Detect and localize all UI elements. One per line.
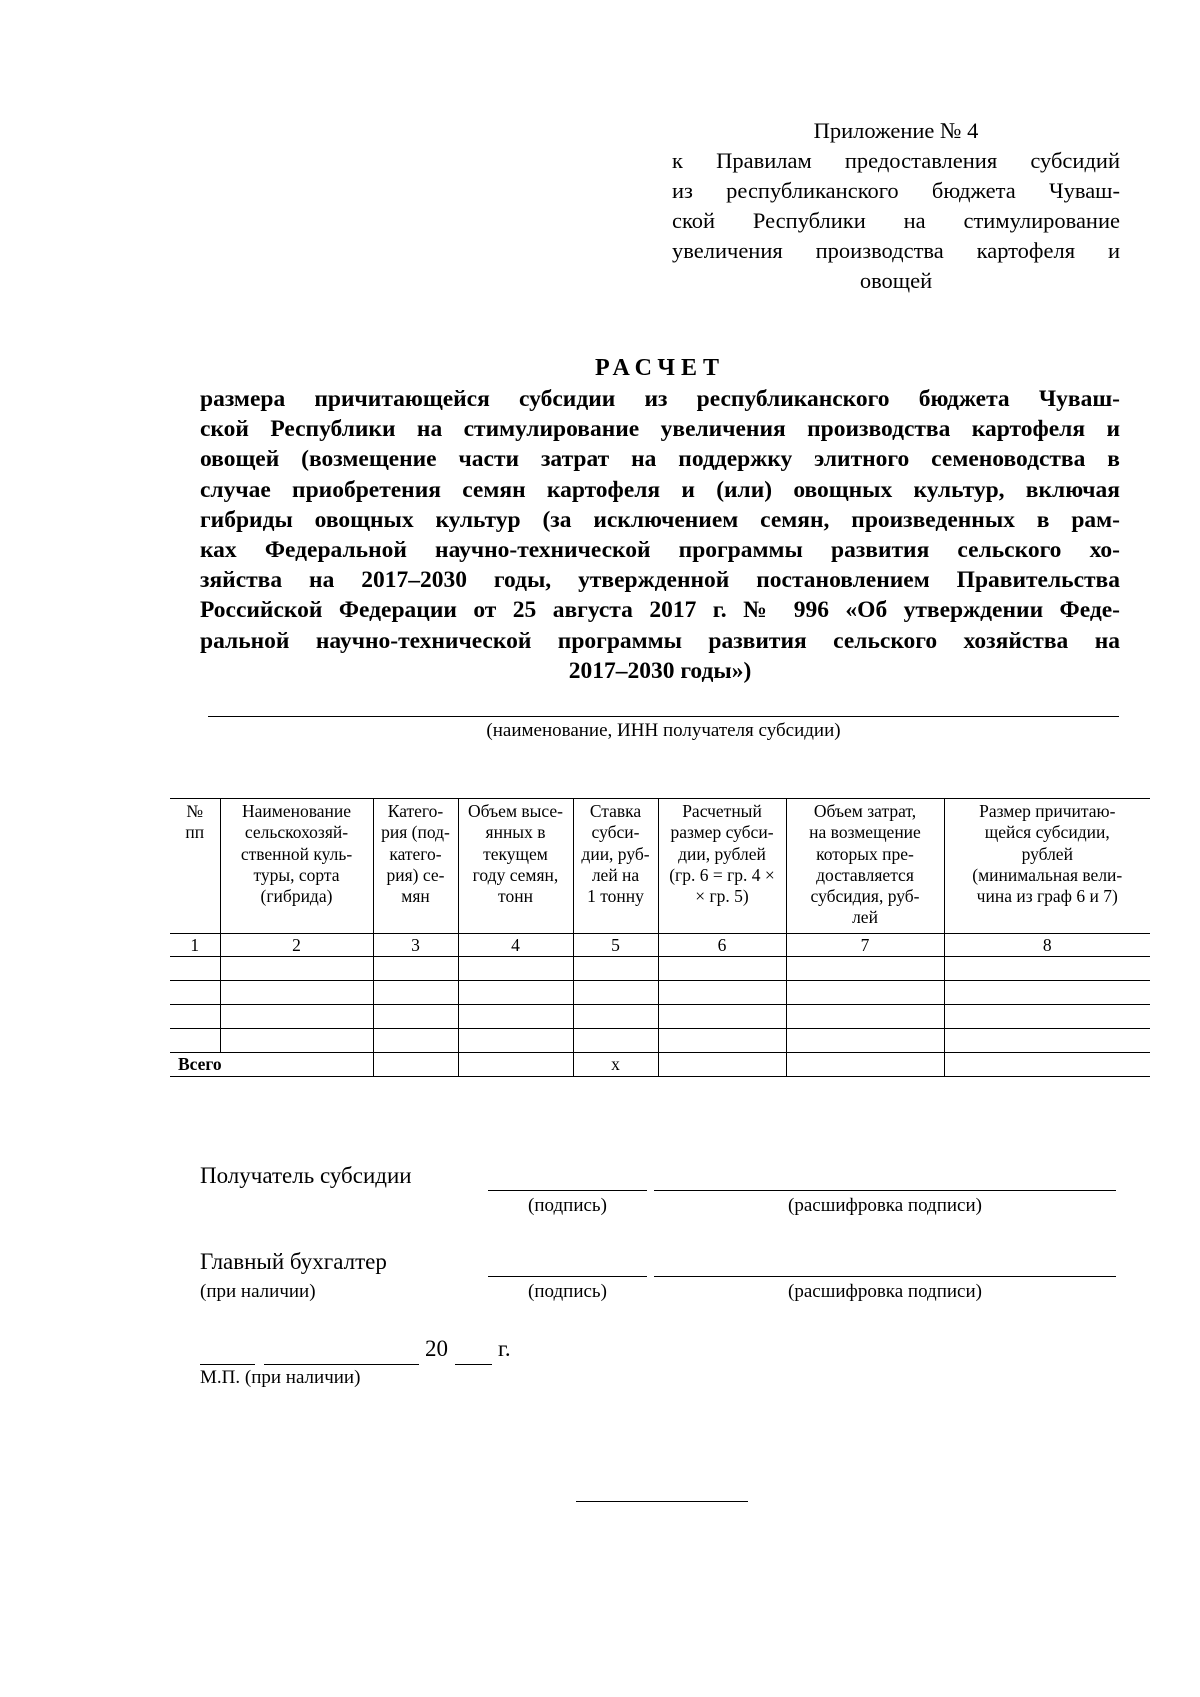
accountant-signature-caption: (подпись) [528, 1281, 607, 1302]
table-cell[interactable] [786, 981, 944, 1005]
recipient-signature-line[interactable] [488, 1190, 647, 1191]
table-cell[interactable] [573, 1005, 658, 1029]
recipient-signature-caption: (подпись) [528, 1195, 607, 1216]
column-number: 3 [373, 934, 458, 957]
total-cell[interactable] [944, 1053, 1150, 1077]
date-year-line[interactable] [455, 1364, 492, 1365]
subtitle-line: зяйства на 2017–2030 годы, утвержденной постановлением Правительства [200, 567, 1120, 594]
header-cell: Расчетный размер субси- дии, рублей (гр. 6 = гр. 4 × × гр. 5) [658, 799, 786, 934]
header-cell: Объем затрат, на возмещение которых пре- доставляется субсидия, руб- лей [786, 799, 944, 934]
recipient-decoding-line[interactable] [654, 1190, 1116, 1191]
table-cell[interactable] [658, 981, 786, 1005]
table-cell[interactable] [220, 1029, 373, 1053]
appendix-line: ской Республики на стимулирование [672, 208, 1120, 233]
accountant-decoding-line[interactable] [654, 1276, 1116, 1277]
header-cell: Размер причитаю- щейся субсидии, рублей (минимальная вели- чина из граф 6 и 7) [944, 799, 1150, 934]
column-number: 5 [573, 934, 658, 957]
subtitle-line: ской Республики на стимулирование увеличения производства картофеля и [200, 416, 1120, 443]
total-label: Всего [170, 1053, 373, 1077]
table-cell[interactable] [170, 981, 220, 1005]
table-row [170, 1005, 1150, 1029]
header-cell: Катего- рия (под- катего- рия) се- мян [373, 799, 458, 934]
total-cell-x: х [573, 1053, 658, 1077]
column-number: 4 [458, 934, 573, 957]
accountant-signature-label: Главный бухгалтер [200, 1249, 387, 1274]
table-cell[interactable] [786, 1029, 944, 1053]
calculation-table [170, 798, 1150, 1077]
table-cell[interactable] [458, 1029, 573, 1053]
stamp-label: М.П. (при наличии) [200, 1367, 361, 1388]
column-number: 2 [220, 934, 373, 957]
date-day-line[interactable] [200, 1364, 255, 1365]
table-cell[interactable] [573, 1029, 658, 1053]
recipient-caption: (наименование, ИНН получателя субсидии) [486, 720, 841, 741]
recipient-name-line[interactable] [208, 716, 1119, 717]
subtitle-line: ральной научно-технической программы развития сельского хозяйства на [200, 627, 1120, 654]
total-cell[interactable] [373, 1053, 458, 1077]
table-cell[interactable] [220, 981, 373, 1005]
table-cell[interactable] [658, 1005, 786, 1029]
table-row [170, 981, 1150, 1005]
total-cell[interactable] [658, 1053, 786, 1077]
table-cell[interactable] [373, 957, 458, 981]
total-cell[interactable] [458, 1053, 573, 1077]
table-cell[interactable] [944, 981, 1150, 1005]
subtitle-line: гибриды овощных культур (за исключением семян, произведенных в рам- [200, 506, 1120, 533]
table-cell[interactable] [786, 957, 944, 981]
table-cell[interactable] [373, 1029, 458, 1053]
subtitle-line: случае приобретения семян картофеля и (или) овощных культур, включая [200, 476, 1120, 503]
table-row [170, 957, 1150, 981]
table-cell[interactable] [944, 1029, 1150, 1053]
document-title: РАСЧЕТ [594, 355, 726, 381]
date-year-suffix: г. [498, 1336, 511, 1361]
table-cell[interactable] [786, 1005, 944, 1029]
appendix-line: овощей [859, 268, 933, 293]
table-header-row [170, 799, 1150, 934]
header-cell: № пп [170, 799, 220, 934]
column-number: 6 [658, 934, 786, 957]
recipient-decoding-caption: (расшифровка подписи) [788, 1195, 982, 1216]
table-cell[interactable] [373, 981, 458, 1005]
table-cell[interactable] [458, 981, 573, 1005]
table-cell[interactable] [573, 981, 658, 1005]
table-total-row [170, 1053, 1150, 1077]
table-cell[interactable] [944, 957, 1150, 981]
subtitle-line: размера причитающейся субсидии из республиканского бюджета Чуваш- [200, 386, 1120, 412]
total-cell[interactable] [786, 1053, 944, 1077]
table-cell[interactable] [944, 1005, 1150, 1029]
appendix-line: увеличения производства картофеля и [672, 238, 1120, 263]
accountant-decoding-caption: (расшифровка подписи) [788, 1281, 982, 1302]
header-cell: Ставка субси- дии, руб- лей на 1 тонну [573, 799, 658, 934]
closing-divider [576, 1501, 748, 1502]
subtitle-line: Российской Федерации от 25 августа 2017 г. № 996 «Об утверждении Феде- [200, 597, 1120, 624]
appendix-header [672, 116, 1120, 296]
table-cell[interactable] [573, 957, 658, 981]
column-number: 1 [170, 934, 220, 957]
table-cell[interactable] [170, 1005, 220, 1029]
appendix-line: из республиканского бюджета Чуваш- [672, 178, 1120, 203]
accountant-note: (при наличии) [200, 1281, 316, 1302]
appendix-number: Приложение № 4 [813, 118, 979, 143]
table-cell[interactable] [458, 957, 573, 981]
table-row [170, 1029, 1150, 1053]
date-year-prefix: 20 [425, 1336, 448, 1361]
appendix-line: к Правилам предоставления субсидий [672, 148, 1120, 173]
header-cell: Наименование сельскохозяй- ственной куль- туры, сорта (гибрида) [220, 799, 373, 934]
column-number: 8 [944, 934, 1150, 957]
table-cell[interactable] [458, 1005, 573, 1029]
table-cell[interactable] [170, 1029, 220, 1053]
document-subtitle [200, 384, 1120, 686]
table-cell[interactable] [658, 1029, 786, 1053]
subtitle-line: 2017–2030 годы») [568, 657, 752, 684]
table-cell[interactable] [373, 1005, 458, 1029]
table-cell[interactable] [220, 1005, 373, 1029]
subtitle-line: ках Федеральной научно-технической программы развития сельского хо- [200, 537, 1120, 564]
table-cell[interactable] [658, 957, 786, 981]
column-number-row [170, 934, 1150, 957]
column-number: 7 [786, 934, 944, 957]
table-cell[interactable] [170, 957, 220, 981]
header-cell: Объем высе- янных в текущем году семян, тонн [458, 799, 573, 934]
subtitle-line: овощей (возмещение части затрат на поддержку элитного семеноводства в [200, 446, 1120, 473]
table-cell[interactable] [220, 957, 373, 981]
recipient-signature-label: Получатель субсидии [200, 1163, 412, 1188]
accountant-signature-line[interactable] [488, 1276, 647, 1277]
date-month-line[interactable] [264, 1364, 419, 1365]
